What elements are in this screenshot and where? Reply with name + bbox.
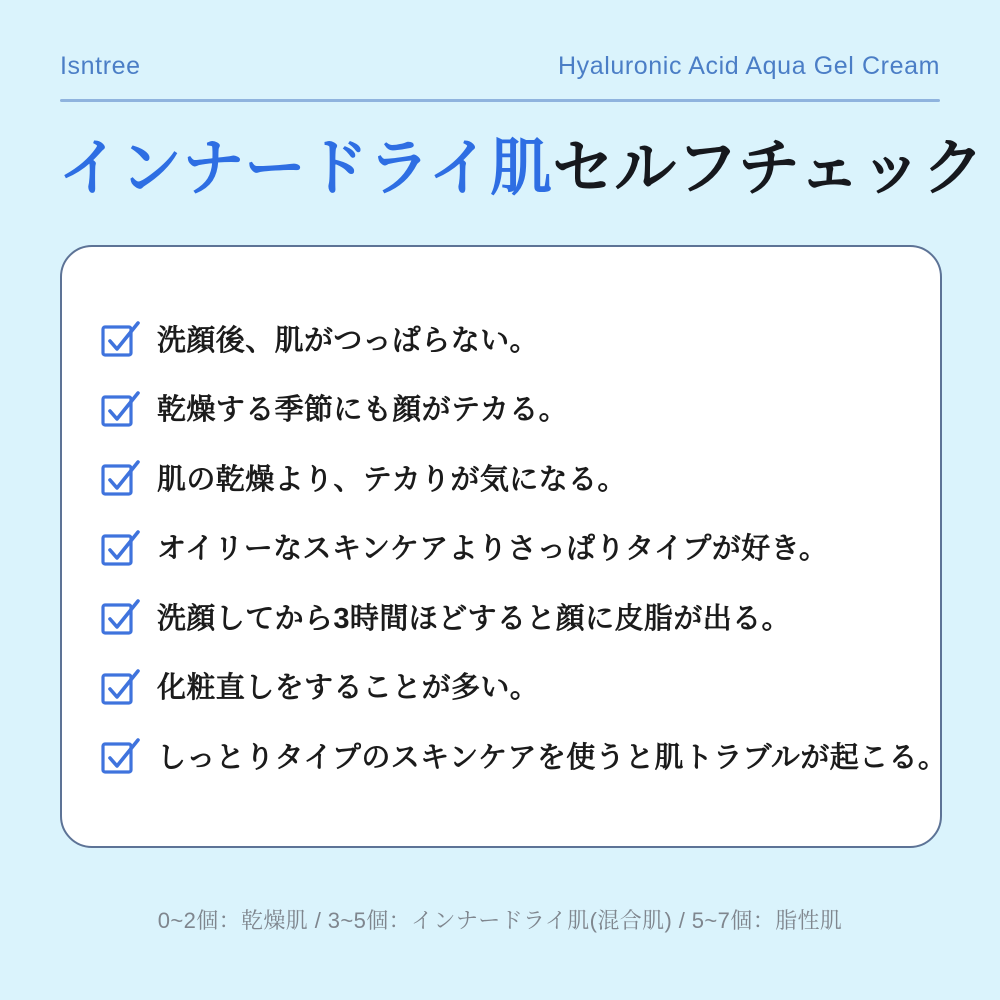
checked-checkbox-icon [100,456,142,498]
checklist-item-label: しっとりタイプのスキンケアを使うと肌トラブルが起こる。 [157,741,948,774]
score-legend: 0~2個：乾燥肌 / 3~5個：インナードライ肌(混合肌) / 5~7個：脂性肌 [157,908,843,933]
checked-checkbox-icon [100,387,142,429]
checklist-item [100,734,948,776]
checklist-item [100,595,902,637]
page-title-highlight: インナードライ肌 [58,134,553,203]
checklist-item [100,456,902,498]
header-divider [60,99,940,102]
product-name: Hyaluronic Acid Aqua Gel Cream [557,52,940,80]
checked-checkbox-icon [100,665,142,707]
checklist-item-label: 肌の乾燥より、テカりが気になる。 [157,463,627,496]
checked-checkbox-icon [100,595,142,637]
page-title-rest: セルフチェック [552,134,985,203]
header [60,52,940,81]
checklist-item [100,317,902,359]
checklist-item [100,665,902,707]
checklist-item [100,387,902,429]
checklist-item-label: 洗顔後、肌がつっぱらない。 [157,324,539,357]
brand-name: Isntree [60,52,141,80]
checklist-item-label: オイリーなスキンケアよりさっぱりタイプが好き。 [157,533,829,565]
page-title [58,130,985,208]
checklist-item [100,526,902,568]
checklist-card [60,245,948,848]
checklist-item-label: 乾燥する季節にも顔がテカる。 [157,394,569,426]
checked-checkbox-icon [100,526,142,568]
checked-checkbox-icon [100,317,142,359]
checked-checkbox-icon [100,734,142,776]
checklist-item-label: 化粧直しをすることが多い。 [157,672,540,704]
checklist-item-label: 洗顔してから3時間ほどすると顔に皮脂が出る。 [157,602,791,635]
